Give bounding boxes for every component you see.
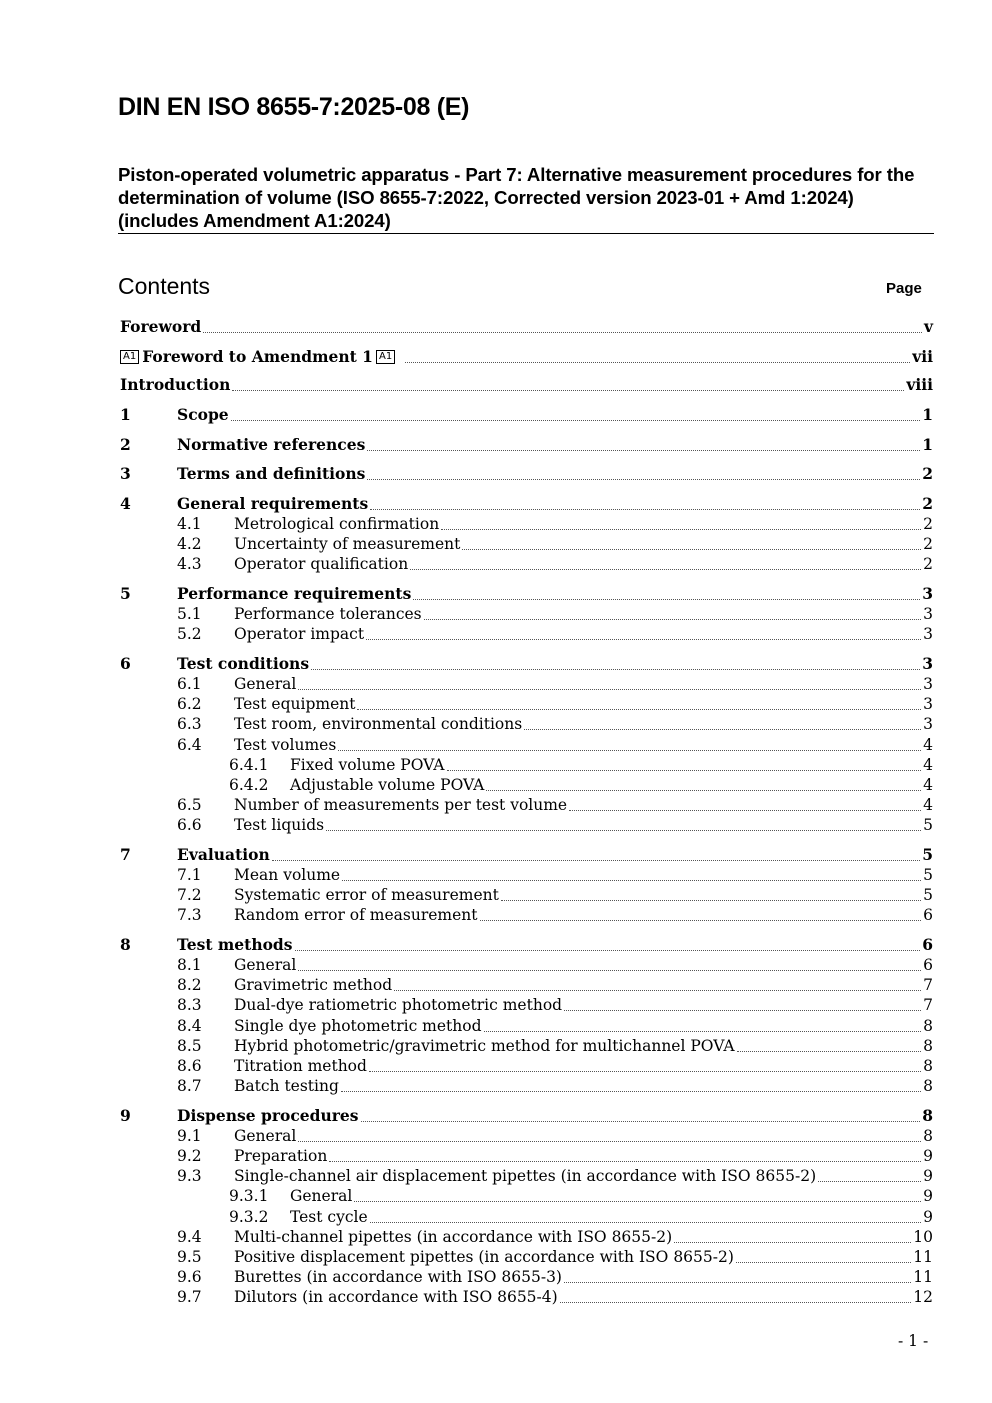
amendment-end-icon: A1 [376, 350, 395, 364]
toc-entry-number: 9.3.2 [229, 1208, 269, 1226]
toc-leader-dots [737, 1041, 922, 1052]
toc-leader-dots [326, 820, 921, 831]
toc-entry-number: 5 [120, 584, 131, 603]
toc-entry[interactable] [120, 733, 933, 755]
toc-entry[interactable] [120, 492, 933, 514]
toc-entry[interactable] [120, 1184, 933, 1206]
toc-leader-dots [480, 910, 922, 921]
toc-entry[interactable] [120, 1164, 933, 1186]
toc-entry-page: 4 [923, 736, 933, 754]
toc-entry-number: 4.3 [177, 555, 202, 573]
toc-entry[interactable] [120, 883, 933, 905]
toc-entry-title: Performance tolerances [234, 605, 422, 623]
toc-entry-number: 6.3 [177, 715, 202, 733]
toc-leader-dots [298, 679, 921, 690]
toc-entry-number: 4 [120, 494, 131, 513]
toc-entry-title: General [290, 1187, 353, 1205]
toc-entry-page: 7 [923, 976, 933, 994]
toc-leader-dots [405, 352, 910, 363]
toc-leader-dots [486, 780, 921, 791]
toc-entry-number: 6.4 [177, 736, 202, 754]
toc-leader-dots [361, 1111, 921, 1122]
toc-entry-title: General [234, 675, 297, 693]
toc-entry-title: Scope [177, 405, 229, 424]
toc-entry-number: 6.4.2 [229, 776, 269, 794]
toc-leader-dots [298, 960, 921, 971]
toc-entry-page: 8 [923, 1127, 933, 1145]
toc-leader-dots [462, 539, 921, 550]
toc-entry[interactable] [120, 1014, 933, 1036]
toc-entry-number: 6.5 [177, 796, 202, 814]
toc-entry-page: 6 [922, 935, 933, 954]
toc-entry-number: 8.6 [177, 1057, 202, 1075]
toc-entry-page: 11 [913, 1248, 933, 1266]
toc-entry-title: Batch testing [234, 1077, 339, 1095]
toc-entry-title: Random error of measurement [234, 906, 478, 924]
toc-entry[interactable] [120, 1245, 933, 1267]
toc-entry-number: 6.4.1 [229, 756, 269, 774]
toc-entry[interactable] [120, 512, 933, 534]
toc-entry-title: Fixed volume POVA [290, 756, 445, 774]
toc-entry-title: Positive displacement pipettes (in accordance with ISO 8655-2) [234, 1248, 734, 1266]
toc-entry-title: Single dye photometric method [234, 1017, 482, 1035]
toc-leader-dots [369, 1061, 921, 1072]
toc-entry[interactable] [120, 1265, 933, 1287]
toc-entry-page: 6 [923, 906, 933, 924]
toc-leader-dots [272, 850, 920, 861]
toc-entry-title: Test methods [177, 935, 293, 954]
toc-entry-title: Multi-channel pipettes (in accordance with ISO 8655-2) [234, 1228, 673, 1246]
toc-leader-dots [424, 609, 921, 620]
toc-leader-dots [367, 469, 920, 480]
toc-entry-page: 5 [923, 866, 933, 884]
toc-entry-number: 6.2 [177, 695, 202, 713]
toc-entry-title: Introduction [120, 375, 231, 394]
toc-entry-number: 8 [120, 935, 131, 954]
toc-entry-number: 9.2 [177, 1147, 202, 1165]
toc-entry[interactable] [120, 1225, 933, 1247]
toc-entry-page: 3 [922, 654, 933, 673]
toc-entry[interactable] [120, 863, 933, 885]
toc-leader-dots [564, 1000, 921, 1011]
toc-entry[interactable] [120, 843, 933, 865]
toc-entry[interactable] [120, 993, 933, 1015]
toc-entry-number: 5.2 [177, 625, 202, 643]
toc-entry-number: 5.1 [177, 605, 202, 623]
toc-entry-number: 8.3 [177, 996, 202, 1014]
toc-entry-title: Test room, environmental conditions [234, 715, 523, 733]
contents-heading: Contents [118, 273, 211, 299]
toc-entry-page: 1 [922, 435, 933, 454]
toc-entry-number: 3 [120, 464, 131, 483]
toc-entry-title: Gravimetric method [234, 976, 393, 994]
toc-leader-dots [370, 499, 920, 510]
toc-entry-page: 2 [923, 535, 933, 553]
toc-entry-title: Test cycle [290, 1208, 368, 1226]
title-divider [118, 233, 934, 234]
toc-leader-dots [394, 980, 921, 991]
toc-leader-dots [203, 322, 922, 333]
toc-entry-number: 6 [120, 654, 131, 673]
toc-entry[interactable] [120, 373, 933, 395]
toc-entry[interactable] [120, 973, 933, 995]
toc-entry-title: Foreword to Amendment 1 [142, 347, 373, 366]
toc-entry-title: Metrological confirmation [234, 515, 440, 533]
toc-entry-page: 3 [923, 715, 933, 733]
toc-entry-title: Uncertainty of measurement [234, 535, 461, 553]
toc-leader-dots [524, 719, 921, 730]
toc-entry[interactable] [120, 933, 933, 955]
toc-entry-title: General requirements [177, 494, 369, 513]
toc-leader-dots [232, 380, 904, 391]
toc-entry-page: 9 [923, 1208, 933, 1226]
toc-entry-page: 2 [922, 464, 933, 483]
toc-entry-title: Dispense procedures [177, 1106, 359, 1125]
toc-entry-page: 9 [923, 1187, 933, 1205]
toc-entry-page: 6 [923, 956, 933, 974]
toc-entry-title: Mean volume [234, 866, 341, 884]
toc-entry[interactable] [120, 602, 933, 624]
toc-entry[interactable] [120, 1124, 933, 1146]
toc-entry[interactable] [120, 672, 933, 694]
toc-entry[interactable] [120, 1144, 933, 1166]
toc-entry-page: 3 [923, 695, 933, 713]
toc-entry-page: vii [912, 347, 933, 366]
toc-leader-dots [341, 1081, 921, 1092]
toc-entry-page: 12 [913, 1288, 933, 1306]
toc-entry-title: Adjustable volume POVA [290, 776, 485, 794]
toc-leader-dots [501, 890, 921, 901]
toc-entry[interactable] [120, 1205, 933, 1227]
toc-entry-title: Dual-dye ratiometric photometric method [234, 996, 563, 1014]
page-number: - 1 - [898, 1332, 929, 1350]
toc-entry-page: 3 [922, 584, 933, 603]
document-title: DIN EN ISO 8655-7:2025-08 (E) [118, 93, 470, 121]
toc-entry-number: 8.1 [177, 956, 202, 974]
toc-leader-dots [298, 1131, 921, 1142]
toc-entry-number: 9.7 [177, 1288, 202, 1306]
toc-entry-number: 8.5 [177, 1037, 202, 1055]
toc-entry[interactable] [120, 1034, 933, 1056]
toc-leader-dots [410, 559, 921, 570]
toc-leader-dots [342, 870, 921, 881]
toc-leader-dots [674, 1232, 911, 1243]
toc-entry-title: Preparation [234, 1147, 328, 1165]
document-subtitle: Piston-operated volumetric apparatus - Part 7: Alternative measurement procedures for the determination of volume (ISO 8655-7:2022, Corrected version 2023-01 + Amd 1:2024) (includes Amendment A1:2024) [118, 164, 915, 231]
toc-entry-title: General [234, 1127, 297, 1145]
toc-entry[interactable] [120, 1054, 933, 1076]
toc-leader-dots [569, 800, 921, 811]
toc-entry-page: 2 [922, 494, 933, 513]
toc-entry-page: 11 [913, 1268, 933, 1286]
toc-entry-page: 3 [923, 675, 933, 693]
toc-entry[interactable] [120, 433, 933, 455]
toc-leader-dots [329, 1151, 921, 1162]
toc-leader-dots [357, 699, 921, 710]
toc-leader-dots [441, 519, 921, 530]
toc-entry-page: 2 [923, 515, 933, 533]
toc-entry-page: 4 [923, 796, 933, 814]
toc-entry-number: 8.4 [177, 1017, 202, 1035]
toc-entry-page: 4 [923, 776, 933, 794]
toc-entry[interactable] [120, 652, 933, 674]
toc-entry-title: Test conditions [177, 654, 310, 673]
toc-entry-page: 8 [923, 1017, 933, 1035]
toc-entry-title: Systematic error of measurement [234, 886, 499, 904]
toc-entry-page: 4 [923, 756, 933, 774]
toc-leader-dots [366, 629, 921, 640]
toc-entry-page: 9 [923, 1167, 933, 1185]
toc-entry-number: 7.1 [177, 866, 202, 884]
toc-entry[interactable] [120, 813, 933, 835]
toc-entry-page: viii [906, 375, 933, 394]
toc-entry-number: 9.6 [177, 1268, 202, 1286]
toc-entry-title: General [234, 956, 297, 974]
toc-leader-dots [367, 440, 920, 451]
toc-entry-title: Number of measurements per test volume [234, 796, 568, 814]
toc-entry[interactable] [120, 403, 933, 425]
toc-entry-page: 10 [913, 1228, 933, 1246]
toc-entry-title: Test volumes [234, 736, 337, 754]
toc-entry-page: 7 [923, 996, 933, 1014]
toc-entry-number: 8.7 [177, 1077, 202, 1095]
toc-entry-number: 1 [120, 405, 131, 424]
toc-entry[interactable] [120, 1285, 933, 1307]
toc-leader-dots [564, 1272, 911, 1283]
toc-entry-title: Normative references [177, 435, 366, 454]
amendment-start-icon: A1 [120, 350, 139, 364]
toc-leader-dots [447, 760, 922, 771]
toc-entry-page: 8 [923, 1077, 933, 1095]
toc-entry-title: Single-channel air displacement pipettes (in accordance with ISO 8655-2) [234, 1167, 817, 1185]
toc-leader-dots [560, 1292, 912, 1303]
toc-entry-page: 5 [923, 886, 933, 904]
toc-entry-number: 6.6 [177, 816, 202, 834]
toc-entry-title: Test liquids [234, 816, 325, 834]
toc-entry-title: Dilutors (in accordance with ISO 8655-4) [234, 1288, 558, 1306]
toc-entry-page: 8 [922, 1106, 933, 1125]
toc-leader-dots [338, 740, 921, 751]
toc-entry[interactable] [120, 582, 933, 604]
toc-entry[interactable] [120, 793, 933, 815]
toc-entry-number: 2 [120, 435, 131, 454]
toc-leader-dots [413, 589, 920, 600]
toc-entry-title: Operator impact [234, 625, 365, 643]
toc-entry-page: 3 [923, 605, 933, 623]
toc-entry-number: 9.3.1 [229, 1187, 269, 1205]
toc-entry[interactable] [120, 692, 933, 714]
toc-entry-number: 9.1 [177, 1127, 202, 1145]
toc-entry-number: 6.1 [177, 675, 202, 693]
toc-entry-number: 7.2 [177, 886, 202, 904]
toc-leader-dots [295, 940, 921, 951]
page-column-label: Page [886, 280, 922, 297]
toc-entry-page: 9 [923, 1147, 933, 1165]
toc-entry-page: 2 [923, 555, 933, 573]
toc-entry[interactable] [120, 552, 933, 574]
toc-entry-page: 5 [923, 816, 933, 834]
toc-entry[interactable] [120, 953, 933, 975]
toc-leader-dots [311, 659, 920, 670]
toc-leader-dots [231, 410, 921, 421]
toc-entry-title: Burettes (in accordance with ISO 8655-3) [234, 1268, 562, 1286]
toc-entry[interactable] [120, 345, 933, 367]
toc-entry[interactable] [120, 462, 933, 484]
toc-entry-page: 8 [923, 1057, 933, 1075]
toc-entry-title: Evaluation [177, 845, 270, 864]
toc-entry[interactable] [120, 712, 933, 734]
toc-entry-number: 9 [120, 1106, 131, 1125]
toc-entry-title: Hybrid photometric/gravimetric method for multichannel POVA [234, 1037, 735, 1055]
toc-entry-title: Test equipment [234, 695, 356, 713]
toc-entry-number: 4.1 [177, 515, 202, 533]
toc-entry-number: 8.2 [177, 976, 202, 994]
toc-entry[interactable] [120, 532, 933, 554]
toc-entry-number: 4.2 [177, 535, 202, 553]
toc-leader-dots [370, 1212, 921, 1223]
toc-entry[interactable] [120, 773, 933, 795]
toc-entry[interactable] [120, 315, 933, 337]
toc-entry-number: 7 [120, 845, 131, 864]
toc-entry[interactable] [120, 1074, 933, 1096]
toc-entry-title: Terms and definitions [177, 464, 366, 483]
toc-entry-title: Titration method [234, 1057, 367, 1075]
toc-entry-page: 5 [922, 845, 933, 864]
toc-leader-dots [736, 1252, 911, 1263]
toc-leader-dots [818, 1171, 921, 1182]
toc-entry-page: 8 [923, 1037, 933, 1055]
toc-entry[interactable] [120, 622, 933, 644]
toc-entry-number: 9.5 [177, 1248, 202, 1266]
toc-leader-dots [484, 1021, 922, 1032]
toc-entry-number: 7.3 [177, 906, 202, 924]
toc-leader-dots [354, 1191, 921, 1202]
toc-entry-number: 9.3 [177, 1167, 202, 1185]
toc-entry-page: v [923, 317, 933, 336]
toc-entry[interactable] [120, 1104, 933, 1126]
toc-entry-title: Foreword [120, 317, 202, 336]
toc-entry[interactable] [120, 903, 933, 925]
toc-entry-title: Operator qualification [234, 555, 409, 573]
toc-entry-page: 1 [922, 405, 933, 424]
toc-entry-page: 3 [923, 625, 933, 643]
toc-entry-title: Performance requirements [177, 584, 412, 603]
toc-entry-number: 9.4 [177, 1228, 202, 1246]
toc-entry[interactable] [120, 753, 933, 775]
